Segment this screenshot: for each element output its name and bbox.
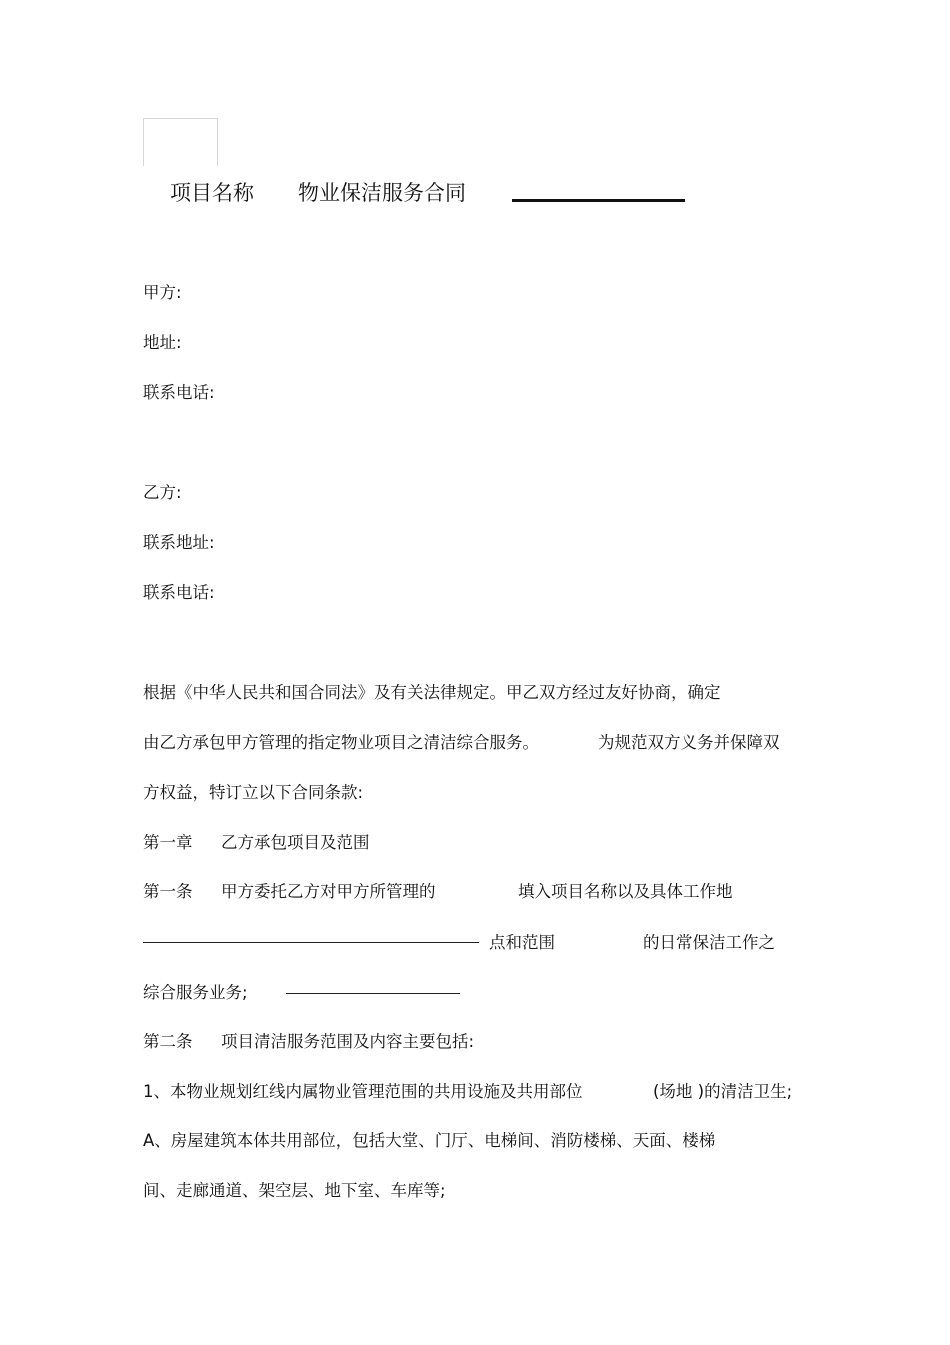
article-1-text-c: 点和范围 [489, 933, 555, 952]
article-1-text-e: 综合服务业务; [143, 983, 248, 1002]
article-2-number: 第二条 [143, 1032, 193, 1051]
party-b-phone-label: 联系电话: [143, 583, 215, 602]
preamble-line-2b: 为规范双方义务并保障双 [598, 733, 780, 752]
project-name-label: 项目名称 [170, 181, 254, 205]
item-a-line-2: 间、走廊通道、架空层、地下室、车库等; [143, 1181, 446, 1200]
article-1-blank-line [143, 942, 479, 943]
item-a-line-1: A、房屋建筑本体共用部位，包括大堂、门厅、电梯间、消防楼梯、天面、楼梯 [143, 1131, 716, 1150]
item-1-text-a: 1、本物业规划红线内属物业管理范围的共用设施及共用部位 [143, 1082, 583, 1101]
item-1-text-b: (场地 )的清洁卫生; [653, 1082, 793, 1101]
article-1-text-b: 填入项目名称以及具体工作地 [518, 882, 733, 901]
contract-title: 物业保洁服务合同 [298, 181, 466, 205]
article-1-number: 第一条 [143, 882, 193, 901]
article-1-blank-line-2 [286, 993, 460, 994]
header-image-box [143, 118, 218, 166]
title-underline [512, 199, 685, 202]
chapter-1-title: 乙方承包项目及范围 [221, 833, 370, 852]
party-a-phone-label: 联系电话: [143, 383, 215, 402]
preamble-line-2a: 由乙方承包甲方管理的指定物业项目之清洁综合服务。 [143, 733, 539, 752]
party-b-address-label: 联系地址: [143, 533, 215, 552]
preamble-line-1: 根据《中华人民共和国合同法》及有关法律规定。甲乙双方经过友好协商，确定 [143, 683, 721, 702]
article-1-text-a: 甲方委托乙方对甲方所管理的 [221, 882, 436, 901]
party-a-name-label: 甲方: [143, 283, 182, 302]
preamble-line-3: 方权益，特订立以下合同条款: [143, 783, 364, 802]
party-b-name-label: 乙方: [143, 483, 182, 502]
chapter-1-number: 第一章 [143, 833, 193, 852]
article-2-text: 项目清洁服务范围及内容主要包括: [221, 1032, 475, 1051]
article-1-text-d: 的日常保洁工作之 [643, 933, 775, 952]
title-row [0, 178, 950, 210]
party-a-address-label: 地址: [143, 333, 182, 352]
